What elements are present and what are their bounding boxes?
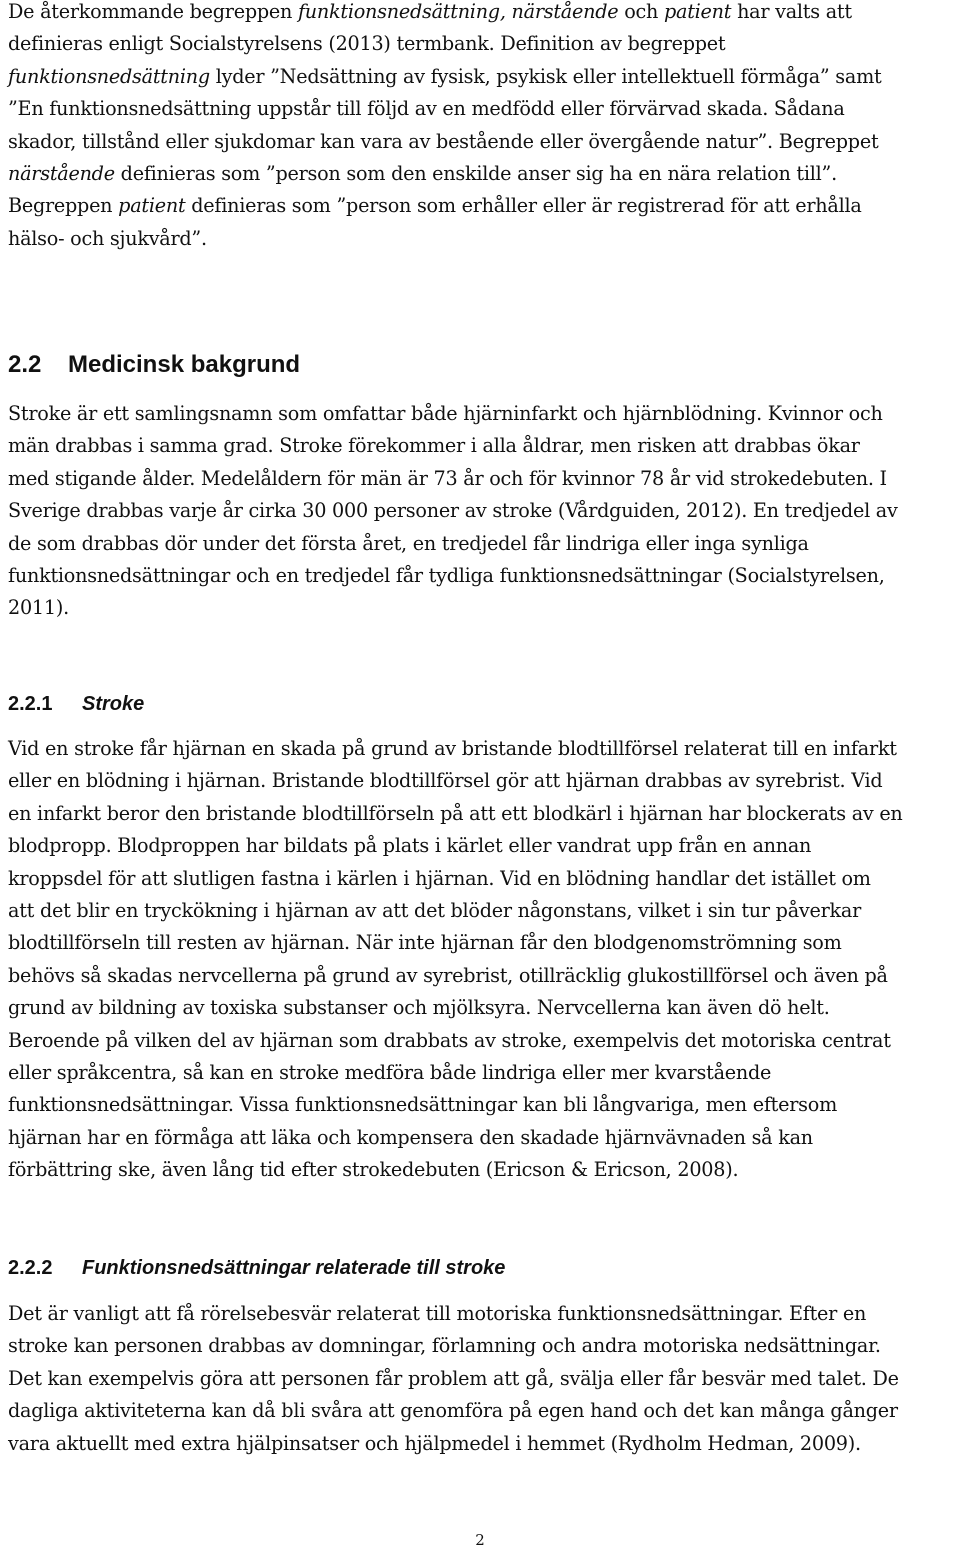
text-line: 2011).	[8, 596, 69, 620]
intro-paragraph	[8, 0, 881, 255]
text-run: skador, tillstånd eller sjukdomar kan vara av bestående eller övergående natur”. Begreppet	[8, 129, 879, 153]
medicinsk-bakgrund-paragraph	[8, 398, 898, 625]
italic-term: funktionsnedsättning	[8, 64, 210, 88]
section-heading-2-2	[8, 350, 300, 380]
text-line: förbättring ske, även lång tid efter strokedebuten (Ericson & Ericson, 2008).	[8, 1158, 739, 1182]
section-number: 2.2.1	[8, 693, 53, 715]
text-run: definieras enligt Socialstyrelsens (2013) termbank. Definition av begreppet	[8, 32, 726, 56]
section-number: 2.2	[8, 351, 42, 378]
text-line	[8, 28, 881, 60]
italic-term: funktionsnedsättning, närstående	[297, 0, 619, 23]
text-run: och	[618, 0, 664, 23]
text-line: Vid en stroke får hjärnan en skada på grund av bristande blodtillförsel relaterat till en infarkt	[8, 737, 897, 760]
section-title: Funktionsnedsättningar relaterade till stroke	[82, 1257, 506, 1279]
section-number: 2.2.2	[8, 1257, 53, 1279]
text-line: eller språkcentra, så kan en stroke medföra både lindriga eller mer kvarstående	[8, 1061, 772, 1085]
text-line: hjärnan har en förmåga att läka och kompensera den skadade hjärnvävnaden så kan	[8, 1125, 813, 1149]
section-heading-2-2-1	[8, 691, 144, 717]
text-line: blodtillförseln till resten av hjärnan. När inte hjärnan får den blodgenomströmning som	[8, 931, 842, 955]
text-line: eller en blödning i hjärnan. Bristande blodtillförsel gör att hjärnan drabbas av syrebrist. Vid	[8, 769, 883, 793]
text-run: ”En funktionsnedsättning uppstår till följd av en medfödd eller förvärvad skada. Sådana	[8, 97, 845, 121]
section-heading-2-2-2	[8, 1255, 505, 1281]
text-line: Stroke är ett samlingsnamn som omfattar både hjärninfarkt och hjärnblödning. Kvinnor och	[8, 402, 883, 425]
text-line: Sverige drabbas varje år cirka 30 000 personer av stroke (Vårdguiden, 2012). En tredjedel av	[8, 499, 898, 523]
text-line: Det kan exempelvis göra att personen får problem att gå, svälja eller får besvär med talet. De	[8, 1366, 899, 1390]
text-line	[8, 190, 881, 222]
text-line: en infarkt beror den bristande blodtillförseln på att ett blodkärl i hjärnan har blockerats av en	[8, 801, 903, 825]
text-line: kroppsdel för att slutligen fastna i kärlen i hjärnan. Vid en blödning handlar det istället om	[8, 866, 871, 890]
text-line: att det blir en tryckökning i hjärnan av att det blöder någonstans, vilket i sin tur påverkar	[8, 899, 862, 923]
italic-term: närstående	[8, 162, 115, 186]
text-line: de som drabbas dör under det första året, en tredjedel får lindriga eller inga synliga	[8, 531, 809, 555]
section-title: Medicinsk bakgrund	[68, 351, 301, 378]
text-line: dagliga aktiviteterna kan då bli svåra att genomföra på egen hand och det kan många gånger	[8, 1399, 898, 1423]
text-line	[8, 126, 881, 158]
text-line	[8, 158, 881, 190]
text-line: män drabbas i samma grad. Stroke förekommer i alla åldrar, men risken att drabbas ökar	[8, 434, 860, 458]
text-run: definieras som ”person som den enskilde anser sig ha en nära relation till”.	[114, 162, 837, 186]
text-line	[8, 61, 881, 93]
funktionsnedsattningar-paragraph	[8, 1298, 899, 1460]
text-line: behövs så skadas nervcellerna på grund av syrebrist, otillräcklig glukostillförsel och även på	[8, 963, 888, 987]
text-run: definieras som ”person som erhåller eller är registrerad för att erhålla	[185, 194, 862, 218]
text-line: funktionsnedsättningar och en tredjedel får tydliga funktionsnedsättningar (Socialstyrelsen,	[8, 564, 885, 588]
text-run: De återkommande begreppen	[8, 0, 298, 23]
page-number: 2	[475, 1531, 485, 1549]
text-line: grund av bildning av toxiska substanser och mjölksyra. Nervcellerna kan även dö helt.	[8, 996, 830, 1020]
text-line: blodpropp. Blodproppen har bildats på plats i kärlet eller vandrat upp från en annan	[8, 834, 812, 858]
text-line	[8, 223, 881, 255]
text-line: vara aktuellt med extra hjälpinsatser och hjälpmedel i hemmet (Rydholm Hedman, 2009).	[8, 1431, 861, 1455]
text-run: lyder ”Nedsättning av fysisk, psykisk eller intellektuell förmåga” samt	[209, 64, 882, 88]
text-run: hälso- och sjukvård”.	[8, 226, 207, 250]
stroke-paragraph	[8, 733, 903, 1187]
text-run: Begreppen	[8, 194, 119, 218]
text-line: med stigande ålder. Medelåldern för män är 73 år och för kvinnor 78 år vid strokedebuten. I	[8, 466, 887, 490]
text-line: Det är vanligt att få rörelsebesvär relaterat till motoriska funktionsnedsättningar. Efter en	[8, 1302, 867, 1325]
text-run: har valts att	[731, 0, 852, 23]
text-line	[8, 93, 881, 125]
italic-term: patient	[118, 194, 186, 218]
text-line	[8, 0, 881, 28]
italic-term: patient	[663, 0, 732, 23]
section-title: Stroke	[82, 693, 145, 715]
text-line: stroke kan personen drabbas av domningar, förlamning och andra motoriska nedsättningar.	[8, 1334, 881, 1358]
text-line: funktionsnedsättningar. Vissa funktionsnedsättningar kan bli långvariga, men eftersom	[8, 1093, 838, 1117]
text-line: Beroende på vilken del av hjärnan som drabbats av stroke, exempelvis det motoriska centrat	[8, 1028, 891, 1052]
